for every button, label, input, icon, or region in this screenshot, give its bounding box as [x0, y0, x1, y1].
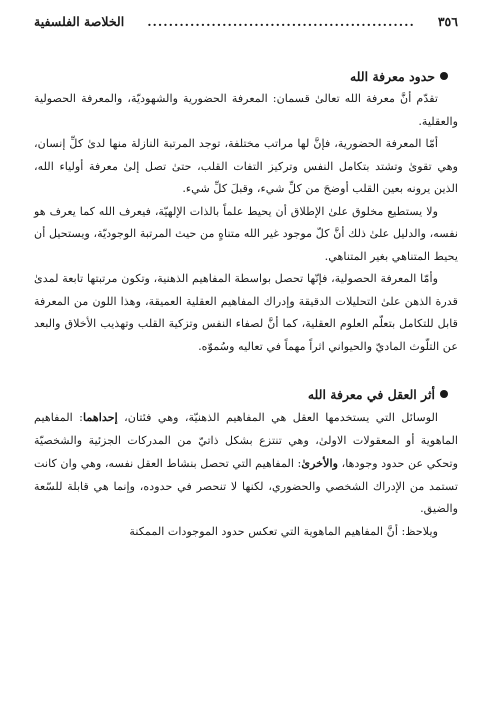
page-number: ٣٥٦ [437, 14, 458, 29]
bold-term: والأخرىٰ [301, 456, 339, 470]
running-header [34, 14, 458, 36]
header-leader-dots: .................................................. [147, 14, 415, 29]
paragraph: وأمّا المعرفة الحصولية، فإنّها تحصل بواسطة المفاهيم الذهنية، وتكون مرتبتها تابعة لمدىٰ قدرة الذهن علىٰ التحليلات الدقيقة وإدراك المفاهيم العقلية العميقة، وهذا اللون من المعرفة قابل للتكامل بتعلّم العلوم العقلية، كما أنَّ لصفاء النفس وتزكية القلب وتهذيب الأخلاق والبعد عن التلّوث الماديّ والحيواني اثراً مهماً في تعاليه وسُموّه. [34, 272, 458, 353]
bold-term: إحداهما [82, 410, 118, 424]
book-page [34, 14, 458, 543]
paragraph-text: الوسائل التي يستخدمها العقل هي المفاهيم الذهنيّة، وهي فئتان، [117, 411, 438, 424]
paragraph: ويلاحظ: أنَّ المفاهيم الماهوية التي تعكس حدود الموجودات الممكنة [129, 524, 438, 538]
section-heading-text: أثر العقل في معرفة الله [307, 387, 435, 402]
paragraph-text: : المفاهيم التي تحصل بنشاط العقل نفسه، وهي وان كانت تستمد من الإدراك الشخصي والحضوري، لكنها لا تنحصر في حدوده، وإنما هي قابلة للسّعة والضيق. [34, 457, 458, 515]
section-heading-limits [34, 66, 448, 88]
paragraph: ولا يستطيع مخلوق علىٰ الإطلاق أن يحيط علماً بالذات الإلهيّة، فيعرف الله كما يعرف هو نفسه، والدليل علىٰ ذلك أنَّ كلّ موجود غير الله متناهٍ من حيث المرتبة الوجوديّة، ويستحيل أن يحيط المتناهي بغير المتناهي. [34, 204, 458, 263]
paragraph: أمّا المعرفة الحضورية، فإنَّ لها مراتب مختلفة، توجد المرتبة النازلة منها لدىٰ كلِّ إنسان، وهي تقوىٰ وتشتد بتكامل النفس وتركيز التفات القلب، حتىٰ تصل إلىٰ معرفة أولياء الله، الذين يرونه بعين القلب أوضحَ من كلِّ شيء، وقبلَ كلِّ شيء. [34, 137, 458, 195]
paragraph [34, 406, 458, 521]
section-heading-text: حدود معرفة الله [349, 69, 435, 84]
bullet-icon [440, 72, 448, 80]
running-title: الخلاصة الفلسفية [34, 14, 125, 29]
paragraph: تقدّم أنَّ معرفة الله تعالىٰ قسمان: المعرفة الحضورية والشهوديّة، والمعرفة الحصولية والعقلية. [34, 92, 458, 128]
bullet-icon [440, 390, 448, 398]
paragraph-text: : المفاهيم الماهوية أو المعقولات الاولىٰ، وهي تنتزع بشكل ذاتيّ من المدركات الجزئية والشخصيّة وتحكي عن حدود وجودها، [34, 411, 458, 470]
section-heading-reason [34, 384, 448, 406]
